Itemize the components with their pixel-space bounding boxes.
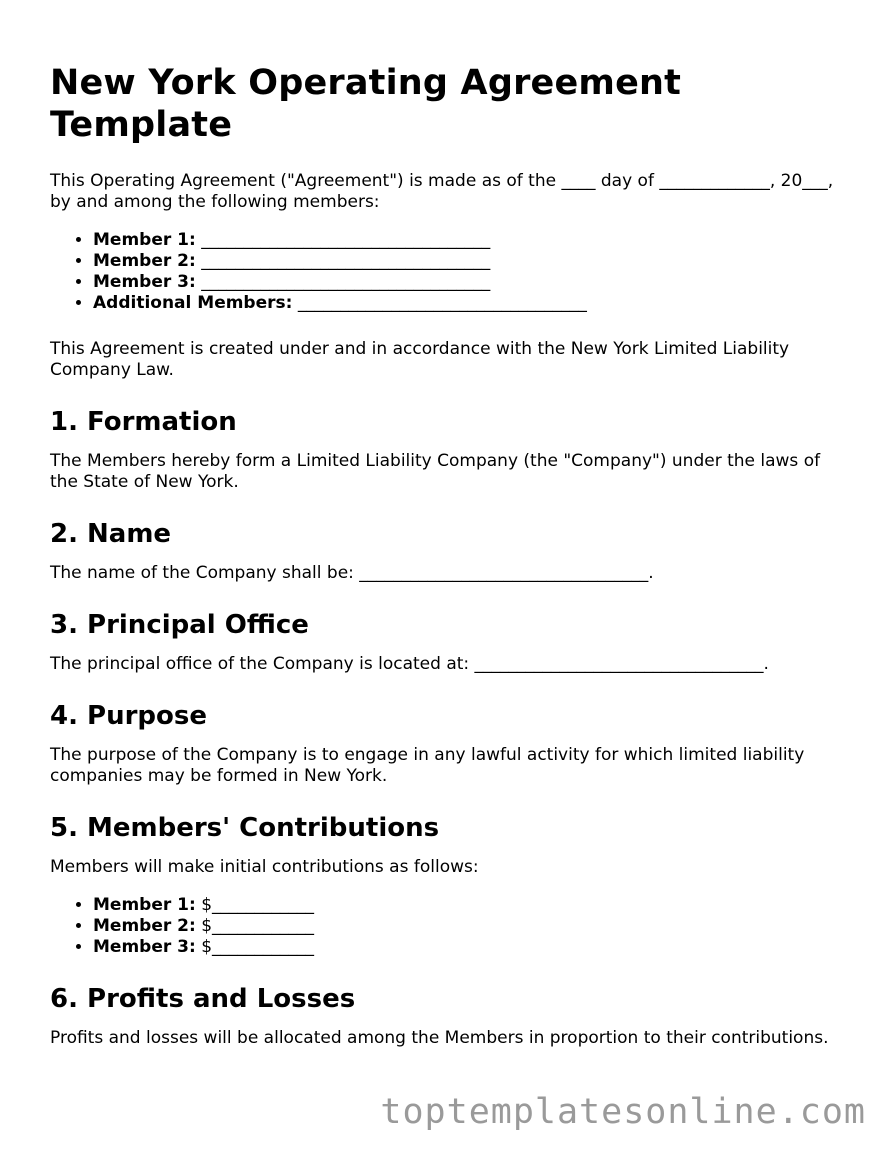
member-label: Member 2: bbox=[93, 251, 196, 271]
section-text-profits: Profits and losses will be allocated among the Members in proportion to their contributions. bbox=[50, 1028, 829, 1048]
contribution-label: Member 3: bbox=[93, 937, 196, 957]
section-text-purpose: The purpose of the Company is to engage in any lawful activity for which limited liability companies may be formed in New York. bbox=[50, 745, 805, 786]
section-heading-office: 3. Principal Office bbox=[50, 610, 309, 640]
list-item bbox=[93, 937, 850, 958]
list-item bbox=[93, 230, 850, 251]
list-item bbox=[93, 251, 850, 272]
contribution-blank: $____________ bbox=[195, 937, 315, 957]
list-item bbox=[93, 293, 850, 314]
contribution-blank: $____________ bbox=[195, 895, 315, 915]
contribution-blank: $____________ bbox=[195, 916, 315, 936]
contributions-list bbox=[50, 895, 850, 958]
section-heading-name: 2. Name bbox=[50, 519, 172, 549]
list-item bbox=[93, 916, 850, 937]
document-title: New York Operating Agreement Template bbox=[50, 63, 682, 145]
member-blank: __________________________________ bbox=[292, 293, 587, 313]
list-item bbox=[93, 895, 850, 916]
member-label: Additional Members: bbox=[93, 293, 293, 313]
section-heading-contributions: 5. Members' Contributions bbox=[50, 813, 440, 843]
member-label: Member 1: bbox=[93, 230, 196, 250]
section-text-office: The principal office of the Company is located at: __________________________________. bbox=[50, 654, 769, 674]
contribution-label: Member 2: bbox=[93, 916, 196, 936]
members-list bbox=[50, 230, 850, 314]
section-text-name: The name of the Company shall be: __________________________________. bbox=[50, 563, 654, 583]
section-heading-profits: 6. Profits and Losses bbox=[50, 984, 356, 1014]
contribution-label: Member 1: bbox=[93, 895, 196, 915]
list-item bbox=[93, 272, 850, 293]
member-blank: __________________________________ bbox=[195, 230, 491, 250]
member-label: Member 3: bbox=[93, 272, 196, 292]
section-text-formation: The Members hereby form a Limited Liability Company (the "Company") under the laws of the State of New York. bbox=[50, 451, 821, 492]
watermark: toptemplatesonline.com bbox=[380, 1092, 866, 1132]
intro-paragraph: This Operating Agreement ("Agreement") is made as of the ____ day of _____________, 20___, by and among the following members: bbox=[50, 171, 834, 212]
document-page bbox=[50, 62, 850, 1074]
member-blank: __________________________________ bbox=[195, 272, 491, 292]
section-text-contributions: Members will make initial contributions as follows: bbox=[50, 857, 479, 877]
section-heading-formation: 1. Formation bbox=[50, 407, 237, 437]
member-blank: __________________________________ bbox=[195, 251, 491, 271]
section-heading-purpose: 4. Purpose bbox=[50, 701, 207, 731]
law-statement: This Agreement is created under and in accordance with the New York Limited Liability Company Law. bbox=[50, 339, 790, 380]
